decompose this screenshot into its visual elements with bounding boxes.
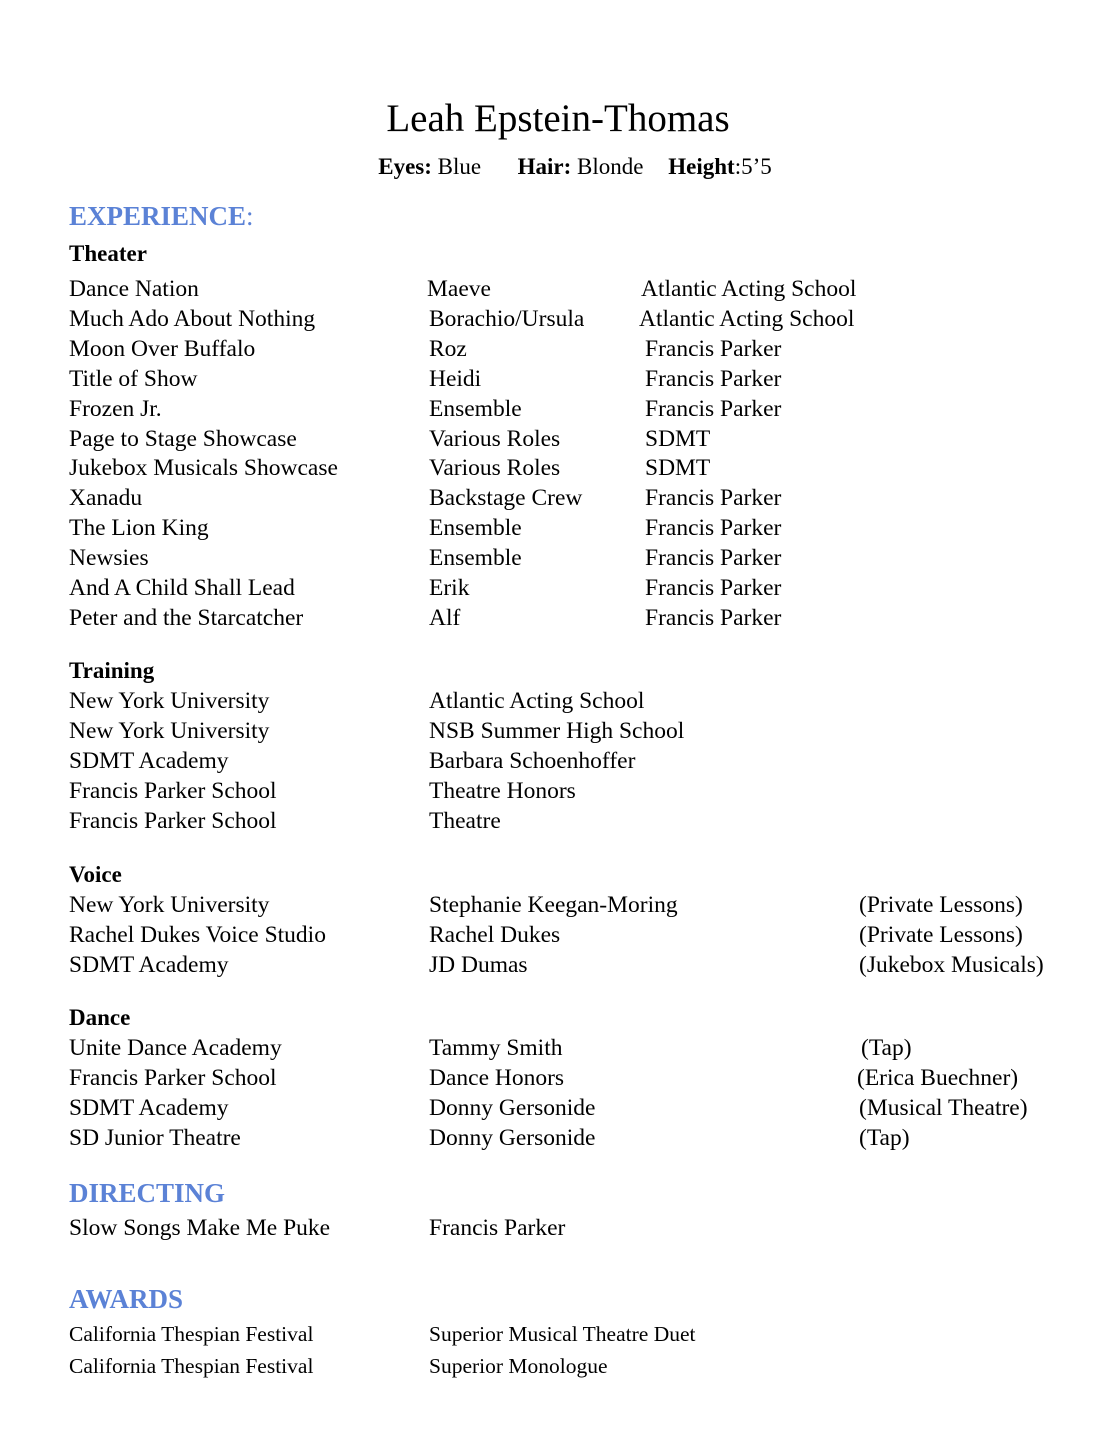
- theater-show: Title of Show: [69, 365, 198, 392]
- voice-school: SDMT Academy: [69, 952, 229, 978]
- hair-value: Blonde: [577, 154, 644, 179]
- theater-venue: Francis Parker: [645, 395, 782, 422]
- theater-show: Frozen Jr.: [69, 395, 162, 422]
- experience-heading: [69, 200, 254, 232]
- theater-show: Much Ado About Nothing: [69, 305, 316, 332]
- theater-venue: Francis Parker: [645, 515, 782, 542]
- theater-role: Maeve: [427, 276, 491, 302]
- voice-note: (Jukebox Musicals): [859, 952, 1044, 978]
- dance-school: Francis Parker School: [69, 1065, 277, 1091]
- training-school: Francis Parker School: [69, 808, 277, 834]
- voice-teacher: Rachel Dukes: [429, 922, 561, 948]
- eyes-value: Blue: [437, 154, 482, 179]
- theater-venue: Francis Parker: [645, 365, 782, 392]
- theater-row: [0, 364, 1110, 394]
- eyes-label: Eyes:: [378, 154, 432, 179]
- training-school: SDMT Academy: [69, 748, 229, 774]
- training-program: NSB Summer High School: [429, 718, 685, 744]
- directing-show: Slow Songs Make Me Puke: [69, 1215, 331, 1241]
- dance-school: Unite Dance Academy: [69, 1035, 282, 1061]
- theater-show: The Lion King: [69, 515, 209, 542]
- training-program: Barbara Schoenhoffer: [429, 748, 636, 774]
- theater-role: Alf: [429, 604, 461, 631]
- voice-note: (Private Lessons): [859, 892, 1023, 918]
- dance-teacher: Tammy Smith: [429, 1035, 563, 1061]
- theater-show: Page to Stage Showcase: [69, 425, 297, 452]
- theater-show: And A Child Shall Lead: [69, 575, 295, 601]
- training-row: [0, 806, 1110, 836]
- theater-row: [0, 603, 1110, 633]
- dance-note: (Tap): [861, 1035, 912, 1061]
- theater-heading: Theater: [69, 241, 147, 266]
- voice-row: [0, 890, 1110, 920]
- theater-venue: SDMT: [645, 455, 711, 482]
- voice-school: Rachel Dukes Voice Studio: [69, 922, 326, 948]
- theater-venue: SDMT: [645, 425, 711, 452]
- experience-heading-colon: :: [246, 201, 254, 231]
- theater-role: Heidi: [429, 365, 482, 392]
- awards-festival: California Thespian Festival: [69, 1354, 314, 1378]
- voice-teacher: Stephanie Keegan-Moring: [429, 892, 678, 918]
- theater-row: [0, 513, 1110, 543]
- training-school: Francis Parker School: [69, 778, 277, 804]
- hair-label: Hair:: [517, 154, 572, 179]
- theater-role: Ensemble: [429, 395, 522, 422]
- awards-award: Superior Monologue: [429, 1354, 608, 1378]
- voice-heading: Voice: [69, 862, 122, 887]
- voice-row: [0, 920, 1110, 950]
- theater-venue: Francis Parker: [645, 485, 782, 512]
- theater-row: [0, 334, 1110, 364]
- theater-show: Peter and the Starcatcher: [69, 604, 304, 631]
- training-row: [0, 686, 1110, 716]
- dance-note: (Musical Theatre): [859, 1095, 1028, 1121]
- resume-name: Leah Epstein-Thomas: [386, 97, 730, 140]
- dance-note: (Erica Buechner): [857, 1065, 1019, 1091]
- training-program: Theatre: [429, 808, 501, 834]
- training-heading: Training: [69, 658, 155, 683]
- training-row: [0, 716, 1110, 746]
- theater-venue: Francis Parker: [645, 604, 782, 631]
- theater-row: [0, 274, 1110, 304]
- theater-show: Jukebox Musicals Showcase: [69, 455, 338, 482]
- awards-award: Superior Musical Theatre Duet: [429, 1322, 696, 1346]
- height-label: Height: [668, 154, 735, 179]
- directing-venue: Francis Parker: [429, 1215, 566, 1241]
- theater-show: Xanadu: [69, 485, 143, 512]
- directing-heading: DIRECTING: [69, 1178, 226, 1208]
- theater-venue: Atlantic Acting School: [641, 276, 857, 302]
- theater-row: [0, 424, 1110, 454]
- theater-show: Dance Nation: [69, 276, 199, 302]
- dance-row: [0, 1093, 1110, 1123]
- dance-heading: Dance: [69, 1005, 131, 1030]
- theater-row: [0, 483, 1110, 513]
- theater-role: Erik: [429, 575, 470, 601]
- voice-note: (Private Lessons): [859, 922, 1023, 948]
- awards-row: [0, 1350, 1110, 1382]
- theater-row: [0, 453, 1110, 483]
- dance-row: [0, 1033, 1110, 1063]
- height-value: :5’5: [734, 154, 772, 179]
- dance-teacher: Donny Gersonide: [429, 1095, 596, 1121]
- theater-role: Backstage Crew: [429, 485, 583, 512]
- theater-role: Various Roles: [429, 425, 561, 452]
- dance-school: SDMT Academy: [69, 1095, 229, 1121]
- training-program: Atlantic Acting School: [429, 688, 645, 714]
- theater-role: Ensemble: [429, 545, 522, 572]
- dance-note: (Tap): [859, 1125, 910, 1151]
- training-row: [0, 776, 1110, 806]
- theater-show: Newsies: [69, 545, 149, 572]
- theater-role: Roz: [429, 335, 467, 362]
- theater-row: [0, 304, 1110, 334]
- theater-venue: Francis Parker: [645, 545, 782, 572]
- voice-school: New York University: [69, 892, 270, 918]
- theater-role: Borachio/Ursula: [429, 305, 585, 332]
- dance-row: [0, 1063, 1110, 1093]
- dance-row: [0, 1123, 1110, 1153]
- theater-venue: Francis Parker: [645, 575, 782, 601]
- training-school: New York University: [69, 718, 270, 744]
- awards-row: [0, 1318, 1110, 1350]
- theater-row: [0, 394, 1110, 424]
- voice-teacher: JD Dumas: [429, 952, 528, 978]
- theater-row: [0, 543, 1110, 573]
- dance-school: SD Junior Theatre: [69, 1125, 241, 1151]
- theater-role: Various Roles: [429, 455, 561, 482]
- experience-heading-text: EXPERIENCE: [69, 201, 247, 231]
- physical-stats: [0, 153, 1110, 181]
- theater-show: Moon Over Buffalo: [69, 335, 256, 362]
- training-school: New York University: [69, 688, 270, 714]
- theater-role: Ensemble: [429, 515, 522, 542]
- directing-row: [0, 1213, 1110, 1243]
- training-program: Theatre Honors: [429, 778, 576, 804]
- theater-venue: Francis Parker: [645, 335, 782, 362]
- voice-row: [0, 950, 1110, 980]
- theater-venue: Atlantic Acting School: [639, 305, 855, 332]
- dance-teacher: Dance Honors: [429, 1065, 565, 1091]
- awards-heading: AWARDS: [69, 1284, 184, 1314]
- training-row: [0, 746, 1110, 776]
- theater-row: [0, 573, 1110, 603]
- dance-teacher: Donny Gersonide: [429, 1125, 596, 1151]
- awards-festival: California Thespian Festival: [69, 1322, 314, 1346]
